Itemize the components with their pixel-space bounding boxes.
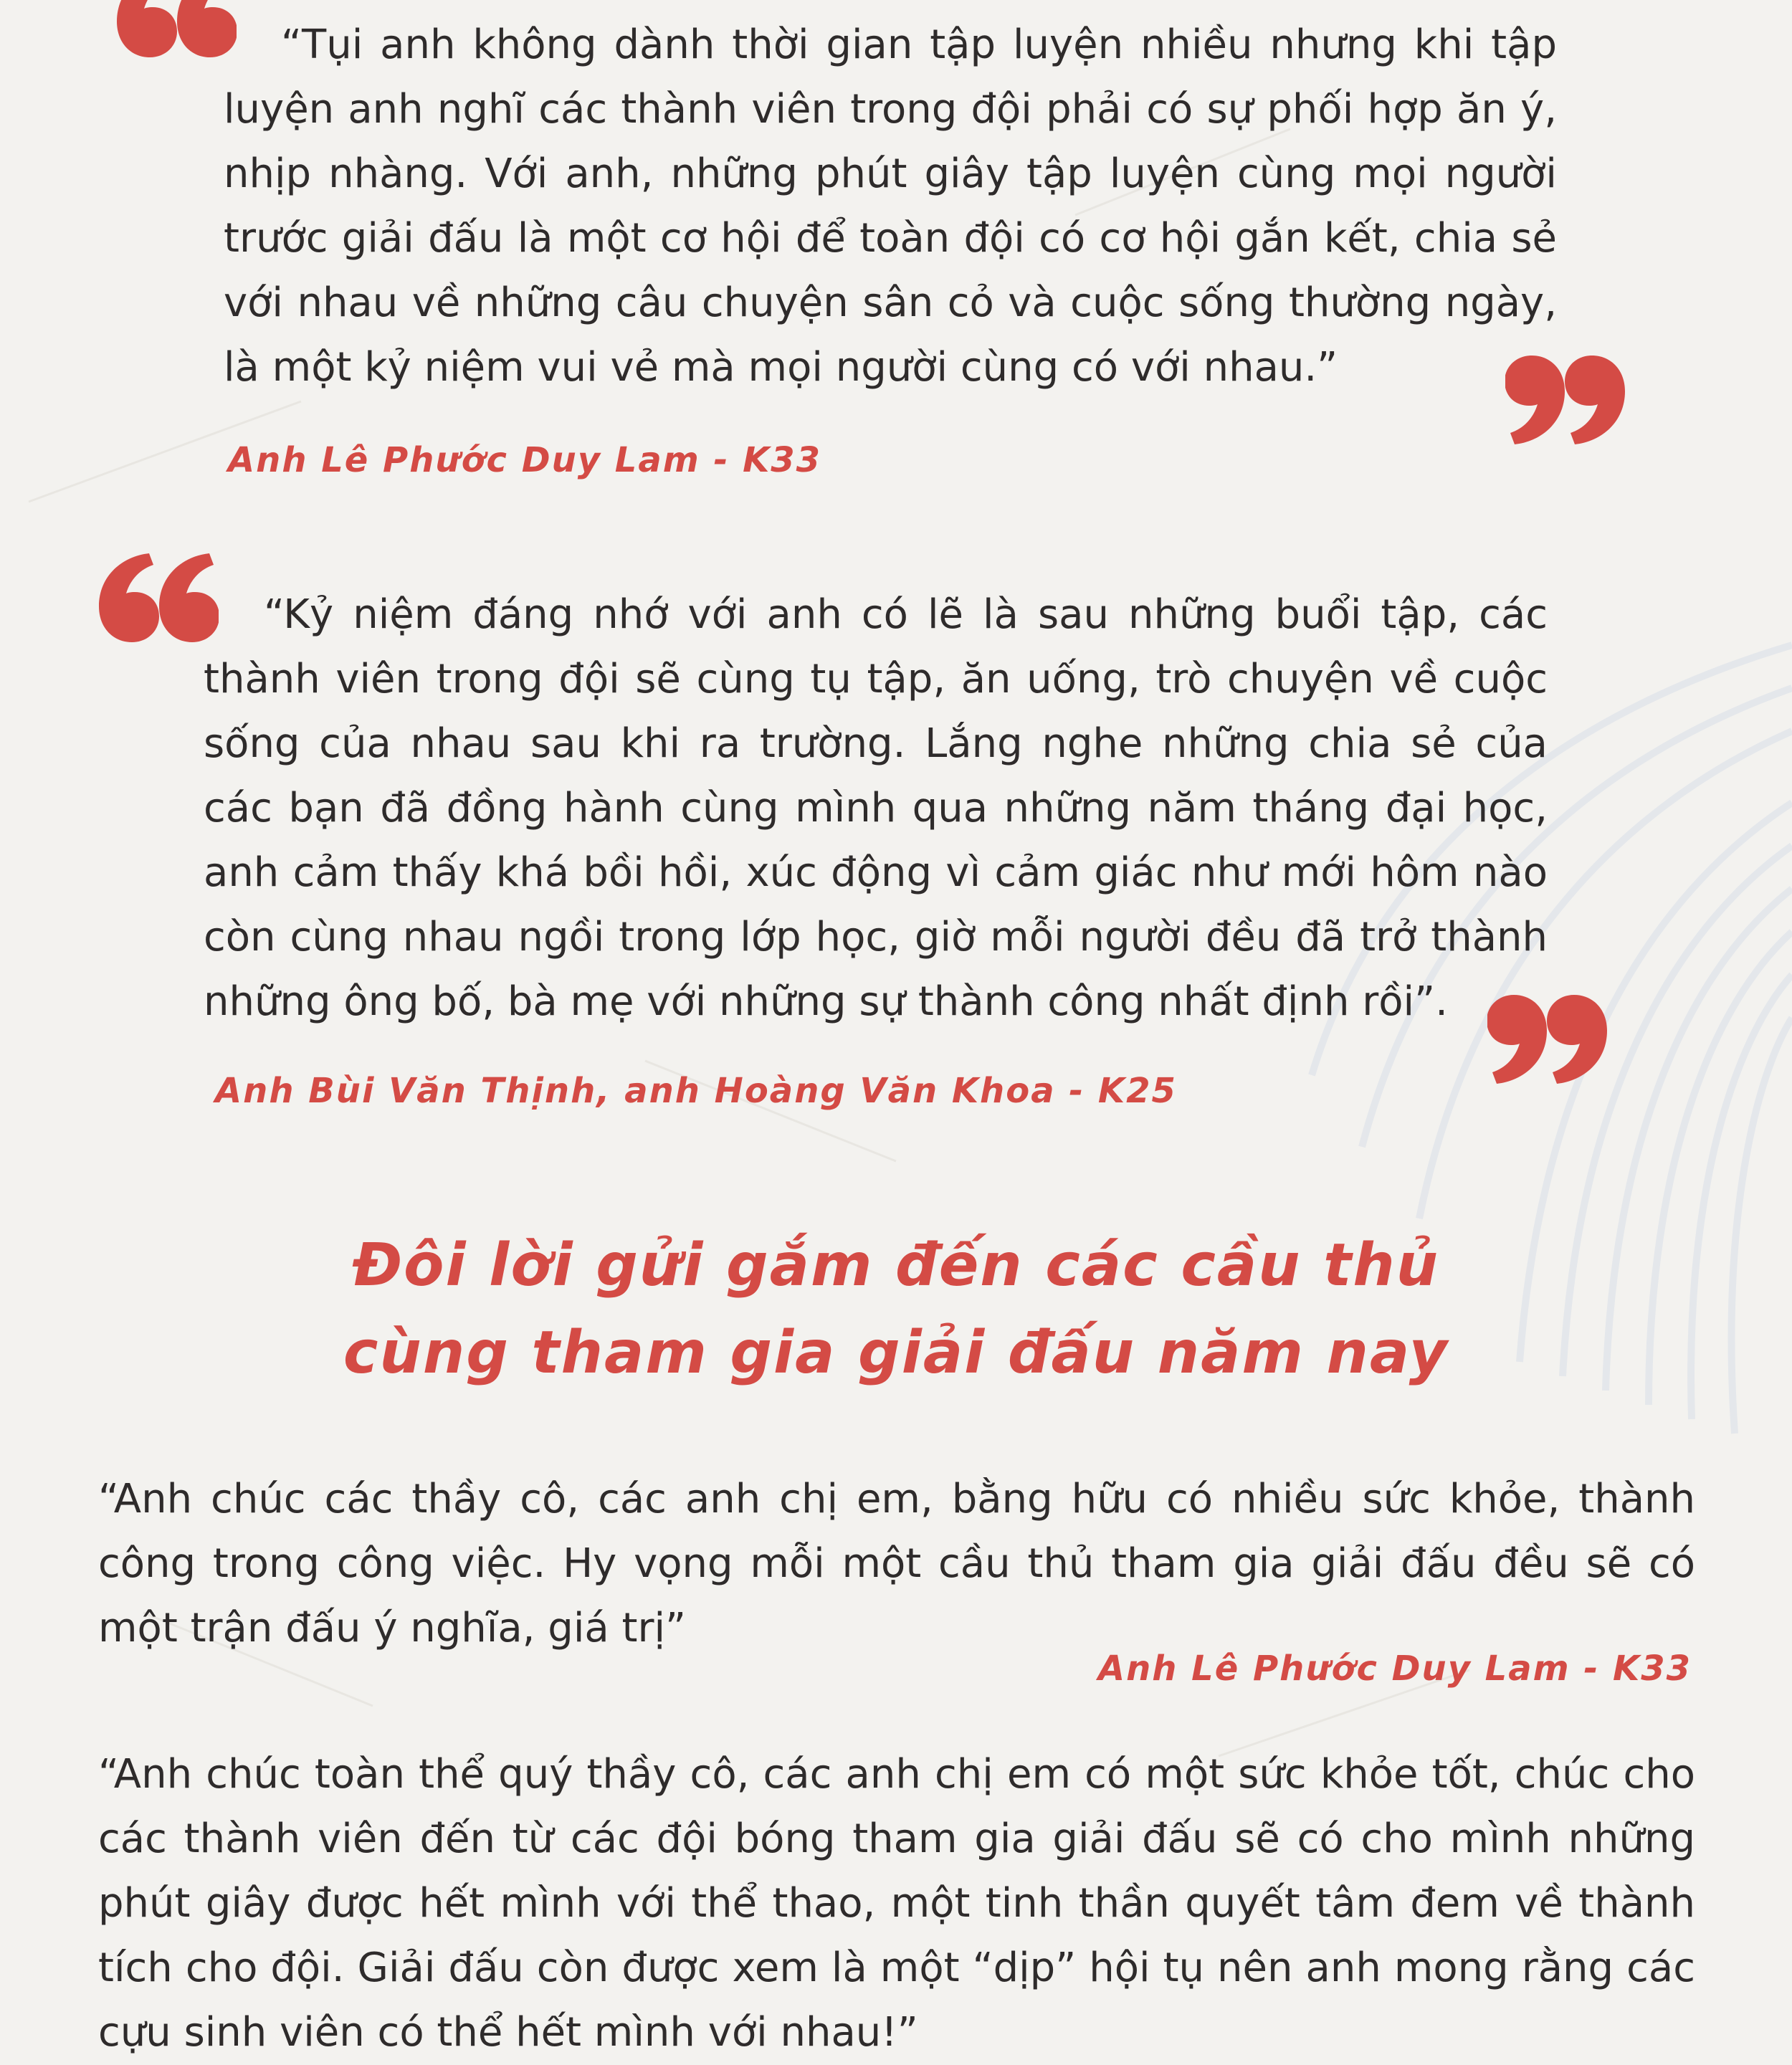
section-heading: [0, 1222, 1792, 1397]
message-1-author: Anh Lê Phước Duy Lam - K33: [1097, 1649, 1692, 1689]
message-1-text: “Anh chúc các thầy cô, các anh chị em, bằng hữu có nhiều sức khỏe, thành công trong công việc. Hy vọng mỗi một cầu thủ tham gia giải đấu đều sẽ có một trận đấu ý nghĩa, giá trị”: [98, 1476, 1695, 1651]
quote-1-author: Anh Lê Phước Duy Lam - K33: [228, 440, 822, 480]
open-quote-icon: [93, 548, 219, 648]
section-heading-line-2: cùng tham gia giải đấu năm nay: [343, 1319, 1449, 1387]
quote-1-text: “Tụi anh không dành thời gian tập luyện nhiều nhưng khi tập luyện anh nghĩ các thành viên trong đội phải có sự phối hợp ăn ý, nhịp nhàng. Với anh, những phút giây tập luyện cùng mọi người trước giải đấu là một cơ hội để toàn đội có cơ hội gắn kết, chia sẻ với nhau về những câu chuyện sân cỏ và cuộc sống thường ngày, là một kỷ niệm vui vẻ mà mọi người cùng có với nhau.”: [224, 22, 1557, 391]
close-quote-icon: [1487, 989, 1613, 1089]
open-quote-icon: [111, 0, 237, 63]
message-2-text: “Anh chúc toàn thể quý thầy cô, các anh chị em có một sức khỏe tốt, chúc cho các thành viên đến từ các đội bóng tham gia giải đấu sẽ có cho mình những phút giây được hết mình với thể thao, một tinh thần quyết tâm đem về thành tích cho đội. Giải đấu còn được xem là một “dịp” hội tụ nên anh mong rằng các cựu sinh viên có thể hết mình với nhau!”: [98, 1751, 1695, 2056]
close-quote-icon: [1505, 350, 1631, 450]
quote-2-text: “Kỷ niệm đáng nhớ với anh có lẽ là sau những buổi tập, các thành viên trong đội sẽ cùng tụ tập, ăn uống, trò chuyện về cuộc sống của nhau sau khi ra trường. Lắng nghe những chia sẻ của các bạn đã đồng hành cùng mình qua những năm tháng đại học, anh cảm thấy khá bồi hồi, xúc động vì cảm giác như mới hôm nào còn cùng nhau ngồi trong lớp học, giờ mỗi người đều đã trở thành những ông bố, bà mẹ với những sự thành công nhất định rồi”.: [204, 591, 1548, 1025]
quote-2-author: Anh Bùi Văn Thịnh, anh Hoàng Văn Khoa - K25: [215, 1071, 1177, 1111]
section-heading-line-1: Đôi lời gửi gắm đến các cầu thủ: [352, 1231, 1440, 1299]
